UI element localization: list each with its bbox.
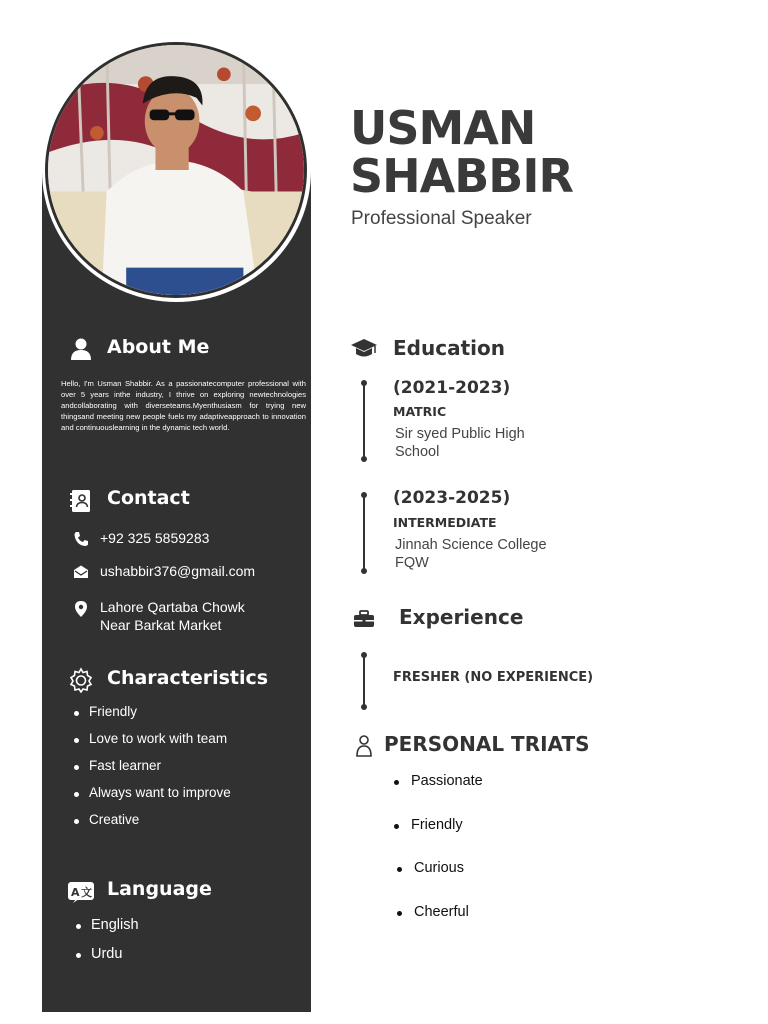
list-item: Creative xyxy=(74,812,231,827)
list-item: Always want to improve xyxy=(74,785,231,800)
about-text: Hello, I'm Usman Shabbir. As a passionatecomputer professional with over 5 years inthe industry, I thrive on exploring newtechnologies andcollaborating with diverseteams.Myenthusiasm for trying new thingsand meeting new people fuels my adaptiveapproach to innovation and continuouslearning in the dynamic tech world. xyxy=(61,379,306,432)
svg-text:文: 文 xyxy=(81,886,92,899)
characteristics-list xyxy=(74,704,231,827)
person-icon xyxy=(355,734,373,758)
education-level: MATRIC xyxy=(393,404,447,419)
last-name: SHABBIR xyxy=(350,149,573,203)
about-heading: About Me xyxy=(107,336,210,358)
envelope-icon xyxy=(72,563,90,581)
address-line-1: Lahore Qartaba Chowk xyxy=(100,599,245,615)
briefcase-icon xyxy=(353,609,375,629)
school-line-1: Jinnah Science College xyxy=(395,537,547,553)
list-item: Friendly xyxy=(74,704,231,719)
gear-icon xyxy=(68,667,94,693)
traits-heading: PERSONAL TRIATS xyxy=(384,732,590,756)
characteristics-heading: Characteristics xyxy=(107,667,269,689)
education-timeline-2 xyxy=(361,492,367,574)
email-address[interactable]: ushabbir376@gmail.com xyxy=(100,563,256,579)
contact-book-icon xyxy=(68,488,94,514)
address-line-2: Near Barkat Market xyxy=(100,617,222,633)
svg-text:A: A xyxy=(71,886,80,899)
list-item: Friendly xyxy=(394,817,463,833)
experience-timeline xyxy=(361,652,367,710)
education-school xyxy=(395,425,595,461)
list-item: Love to work with team xyxy=(74,731,231,746)
school-line-2: School xyxy=(395,444,440,460)
experience-text: FRESHER (NO EXPERIENCE) xyxy=(393,670,594,685)
education-school xyxy=(395,536,595,572)
list-item: Curious xyxy=(397,860,464,876)
list-item: Passionate xyxy=(394,773,483,789)
list-item: English xyxy=(76,917,139,933)
list-item: Fast learner xyxy=(74,758,231,773)
school-line-2: FQW xyxy=(395,555,429,571)
user-icon xyxy=(68,336,94,362)
language-list xyxy=(76,917,139,962)
education-heading: Education xyxy=(393,336,505,360)
education-level: INTERMEDIATE xyxy=(393,515,497,530)
full-name xyxy=(350,101,573,203)
language-heading: Language xyxy=(107,878,212,900)
list-item: Cheerful xyxy=(397,904,469,920)
education-years: (2021-2023) xyxy=(393,378,511,398)
job-title: Professional Speaker xyxy=(351,208,532,229)
education-years: (2023-2025) xyxy=(393,488,511,508)
school-line-1: Sir syed Public High xyxy=(395,426,525,442)
graduation-cap-icon xyxy=(350,336,378,360)
education-timeline-1 xyxy=(361,380,367,462)
list-item: Urdu xyxy=(76,946,139,962)
first-name: USMAN xyxy=(350,101,536,155)
profile-photo xyxy=(45,42,307,298)
contact-heading: Contact xyxy=(107,487,190,509)
phone-number[interactable]: +92 325 5859283 xyxy=(100,530,210,546)
location-pin-icon xyxy=(72,600,90,618)
experience-heading: Experience xyxy=(399,605,524,629)
translate-icon xyxy=(67,879,95,905)
phone-icon xyxy=(72,530,90,548)
